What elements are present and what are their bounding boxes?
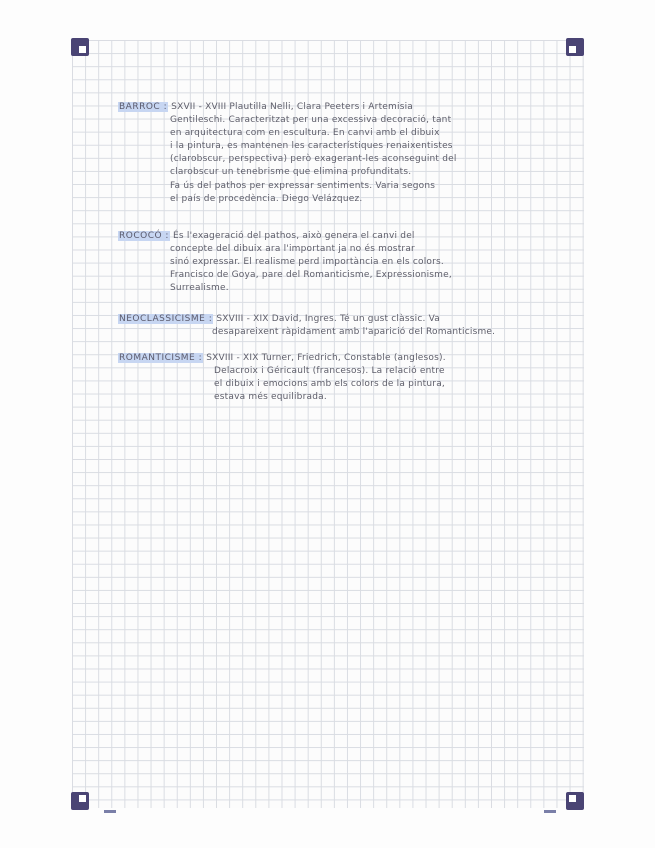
page-marker-right: [544, 810, 556, 813]
section-neoclassicisme: [118, 313, 495, 339]
section-barroc: [118, 101, 457, 206]
section-first-line: [118, 352, 446, 365]
corner-marker-top-left-icon: [71, 38, 89, 56]
note-line: clarobscur un tenebrisme que elimina profunditats.: [170, 167, 412, 178]
corner-marker-top-right-icon: [566, 38, 584, 56]
note-line: el dibuix i emocions amb els colors de la pintura,: [214, 379, 445, 390]
note-line: Gentileschi. Caracteritzat per una excessiva decoració, tant: [170, 115, 452, 126]
note-line: Delacroix i Géricault (francesos). La relació entre: [214, 366, 445, 377]
section-heading: ROMANTICISME :: [119, 353, 203, 363]
note-line: desapareixent ràpidament amb l'aparició del Romanticisme.: [212, 327, 496, 338]
section-first-line: [118, 101, 457, 114]
note-line: SXVII - XVIII Plautilla Nelli, Clara Peeters i Artemisia: [171, 102, 414, 112]
page-marker-left: [104, 810, 116, 813]
note-line: Francisco de Goya, pare del Romanticisme, Expressionisme,: [170, 270, 452, 281]
section-romanticisme: [118, 352, 446, 404]
section-heading: ROCOCÓ :: [119, 231, 169, 241]
section-heading: NEOCLASSICISME :: [119, 314, 213, 324]
note-line: SXVIII - XIX Turner, Friedrich, Constable (anglesos).: [206, 353, 446, 363]
corner-marker-bottom-left-icon: [71, 792, 89, 810]
section-first-line: [118, 313, 495, 326]
note-line: SXVIII - XIX David, Ingres. Té un gust clàssic. Va: [216, 314, 440, 324]
note-line: i la pintura, es mantenen les característiques renaixentistes: [170, 141, 453, 152]
section-heading: BARROC :: [119, 102, 168, 112]
note-line: concepte del dibuix ara l'important ja no és mostrar: [170, 244, 415, 255]
note-line: És l'exageració del pathos, això genera el canvi del: [173, 231, 415, 241]
section-first-line: [118, 230, 452, 243]
note-line: sinó expressar. El realisme perd importància en els colors.: [170, 257, 444, 268]
note-line: Surrealisme.: [170, 283, 229, 294]
note-line: en arquitectura com en escultura. En canvi amb el dibuix: [170, 128, 440, 139]
corner-marker-bottom-right-icon: [566, 792, 584, 810]
note-line: (clarobscur, perspectiva) però exagerant-les aconseguint del: [170, 154, 457, 165]
note-line: el país de procedència. Diego Velázquez.: [170, 193, 363, 204]
section-rococo: [118, 230, 452, 295]
note-line: Fa ús del pathos per expressar sentiments. Varia segons: [170, 180, 436, 191]
note-line: estava més equilibrada.: [214, 392, 327, 403]
